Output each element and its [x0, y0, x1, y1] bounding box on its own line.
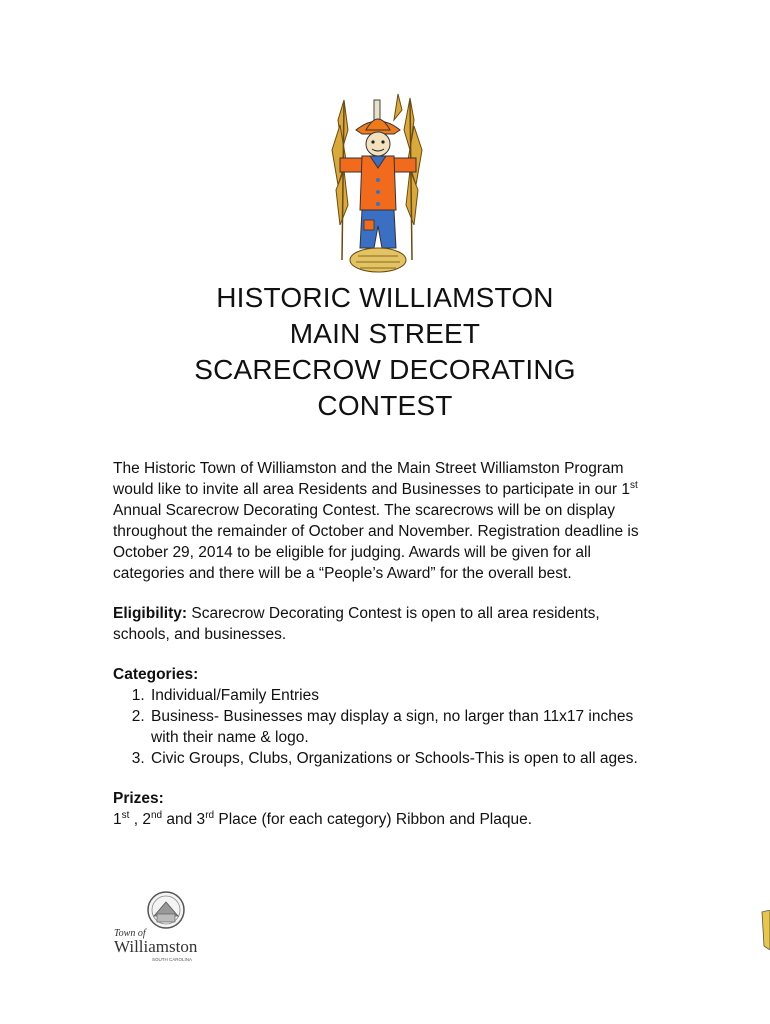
categories-heading: Categories: [113, 666, 199, 683]
eligibility-paragraph [113, 603, 653, 645]
eligibility-label: Eligibility: [113, 605, 188, 622]
title-line-4: CONTEST [317, 390, 453, 421]
title-line-2: MAIN STREET [289, 318, 481, 349]
intro-paragraph [113, 458, 653, 584]
page-title [0, 280, 770, 424]
title-line-1: HISTORIC WILLIAMSTON [216, 282, 554, 313]
intro-text-1: The Historic Town of Williamston and the Main Street Williamston Program would like to invite all area Residents and Businesses to participate in our 1 [113, 460, 630, 498]
prize-third-num: and 3 [162, 811, 206, 828]
document-body [113, 458, 653, 830]
prize-description: Place (for each category) Ribbon and Plaque. [214, 811, 533, 828]
category-item: 1. Individual/Family Entries [149, 685, 653, 706]
categories-list [113, 685, 653, 769]
eligibility-text: Scarecrow Decorating Contest is open to all area residents, schools, and businesses. [113, 605, 600, 643]
prize-first-sup: st [121, 809, 130, 821]
prizes-heading: Prizes: [113, 790, 164, 807]
edge-decoration [756, 910, 770, 950]
logo-town-of: Town of [114, 928, 146, 939]
logo-name: Williamston [114, 937, 198, 956]
town-of-williamston-logo [112, 890, 222, 966]
category-item: 3. Civic Groups, Clubs, Organizations or Schools-This is open to all ages. [149, 748, 653, 769]
prize-first-num: 1 [113, 811, 122, 828]
logo-state: SOUTH CAROLINA [152, 957, 193, 962]
intro-superscript: st [629, 479, 638, 491]
intro-text-2: Annual Scarecrow Decorating Contest. The scarecrows will be on display throughout the remainder of October and November. Registration deadline is October 29, 2014 to be eligible for judging. Awards will be given for all categories and there will be a “People’s Award” for the overall best. [113, 502, 639, 582]
prize-third-sup: rd [205, 809, 215, 821]
title-line-3: SCARECROW DECORATING [194, 354, 576, 385]
scarecrow-illustration [318, 90, 438, 280]
prize-second-sup: nd [150, 809, 163, 821]
prize-second-num: , 2 [129, 811, 151, 828]
category-item: 2. Business- Businesses may display a sign, no larger than 11x17 inches with their name & logo. [149, 706, 653, 748]
prizes-text [113, 809, 653, 830]
